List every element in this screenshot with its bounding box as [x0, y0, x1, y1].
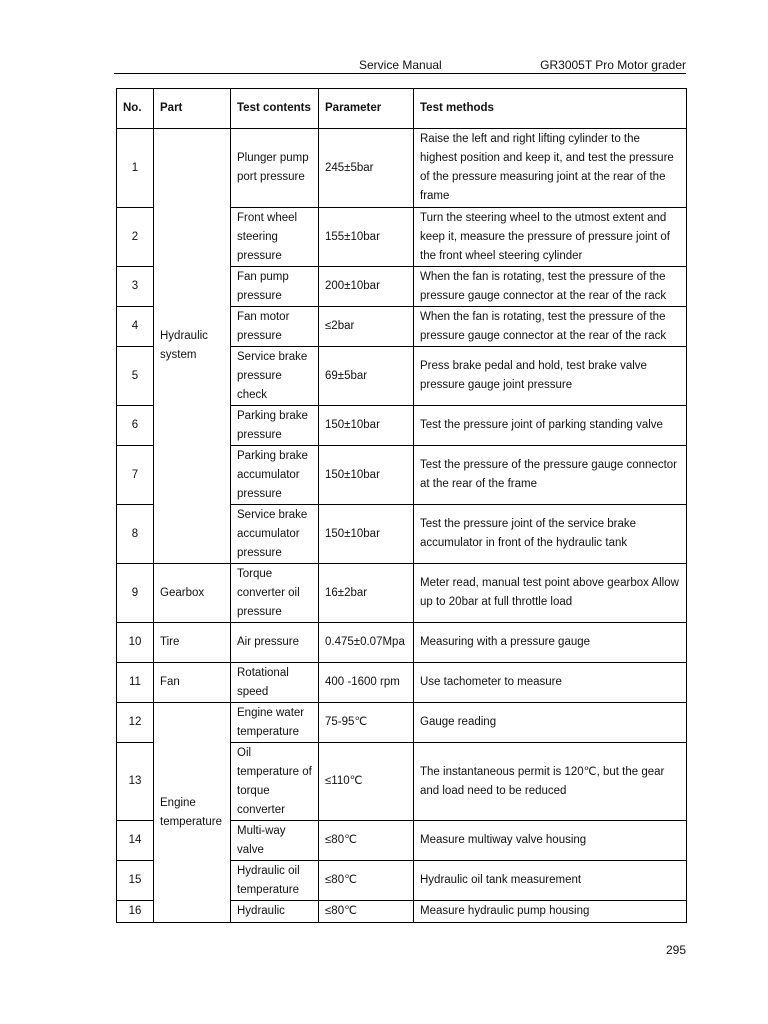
table-header-row [117, 89, 687, 129]
row-number: 10 [117, 623, 154, 663]
col-header-test-contents: Test contents [231, 89, 319, 129]
part-cell: Hydraulic system [154, 129, 231, 564]
test-content: Oil temperature of torque converter [231, 743, 319, 821]
parameter: 150±10bar [319, 406, 414, 446]
parameter: ≤2bar [319, 307, 414, 347]
test-content: Hydraulic [231, 901, 319, 923]
header-title: Service Manual [359, 58, 442, 72]
row-number: 8 [117, 505, 154, 564]
col-header-part: Part [154, 89, 231, 129]
page-header [114, 57, 686, 74]
test-content: Hydraulic oil temperature [231, 861, 319, 901]
parameter: ≤110℃ [319, 743, 414, 821]
parameter: 155±10bar [319, 208, 414, 267]
test-method: Measure hydraulic pump housing [414, 901, 687, 923]
test-content: Plunger pump port pressure [231, 129, 319, 208]
test-content: Fan motor pressure [231, 307, 319, 347]
test-content: Service brake pressure check [231, 347, 319, 406]
row-number: 12 [117, 703, 154, 743]
table-row [117, 703, 687, 743]
test-content: Torque converter oil pressure [231, 564, 319, 623]
test-method: Hydraulic oil tank measurement [414, 861, 687, 901]
test-method: Test the pressure joint of parking standing valve [414, 406, 687, 446]
row-number: 11 [117, 663, 154, 703]
part-cell: Gearbox [154, 564, 231, 623]
row-number: 5 [117, 347, 154, 406]
table-row [117, 663, 687, 703]
row-number: 4 [117, 307, 154, 347]
test-method: Test the pressure of the pressure gauge connector at the rear of the frame [414, 446, 687, 505]
test-content: Front wheel steering pressure [231, 208, 319, 267]
row-number: 13 [117, 743, 154, 821]
test-method: Use tachometer to measure [414, 663, 687, 703]
part-cell: Fan [154, 663, 231, 703]
table-row [117, 623, 687, 663]
test-method: Measuring with a pressure gauge [414, 623, 687, 663]
row-number: 6 [117, 406, 154, 446]
col-header-parameter: Parameter [319, 89, 414, 129]
part-cell: Tire [154, 623, 231, 663]
parameter: 150±10bar [319, 505, 414, 564]
page-number: 295 [665, 943, 686, 957]
parameter: ≤80℃ [319, 821, 414, 861]
header-model: GR3005T Pro Motor grader [540, 58, 686, 72]
test-content: Parking brake accumulator pressure [231, 446, 319, 505]
test-method: The instantaneous permit is 120℃, but the gear and load need to be reduced [414, 743, 687, 821]
table-row [117, 564, 687, 623]
row-number: 2 [117, 208, 154, 267]
row-number: 7 [117, 446, 154, 505]
test-method: Test the pressure joint of the service brake accumulator in front of the hydraulic tank [414, 505, 687, 564]
parameter: 75-95℃ [319, 703, 414, 743]
test-content: Rotational speed [231, 663, 319, 703]
test-method: Gauge reading [414, 703, 687, 743]
parameter: 245±5bar [319, 129, 414, 208]
test-method: Raise the left and right lifting cylinder to the highest position and keep it, and test the pressure of the pressure measuring joint at the rear of the frame [414, 129, 687, 208]
test-content: Engine water temperature [231, 703, 319, 743]
parameter: ≤80℃ [319, 861, 414, 901]
test-content: Air pressure [231, 623, 319, 663]
col-header-no: No. [117, 89, 154, 129]
test-content: Service brake accumulator pressure [231, 505, 319, 564]
parameter: ≤80℃ [319, 901, 414, 923]
row-number: 15 [117, 861, 154, 901]
test-method: Meter read, manual test point above gearbox Allow up to 20bar at full throttle load [414, 564, 687, 623]
parameter: 150±10bar [319, 446, 414, 505]
test-method: Measure multiway valve housing [414, 821, 687, 861]
row-number: 14 [117, 821, 154, 861]
row-number: 3 [117, 267, 154, 307]
table-row [117, 129, 687, 208]
test-method: When the fan is rotating, test the pressure of the pressure gauge connector at the rear of the rack [414, 267, 687, 307]
parameter: 400 -1600 rpm [319, 663, 414, 703]
test-content: Parking brake pressure [231, 406, 319, 446]
col-header-test-methods: Test methods [414, 89, 687, 129]
row-number: 16 [117, 901, 154, 923]
test-specification-table [116, 88, 687, 923]
row-number: 9 [117, 564, 154, 623]
test-method: Press brake pedal and hold, test brake valve pressure gauge joint pressure [414, 347, 687, 406]
test-content: Fan pump pressure [231, 267, 319, 307]
row-number: 1 [117, 129, 154, 208]
test-method: Turn the steering wheel to the utmost extent and keep it, measure the pressure of pressure joint of the front wheel steering cylinder [414, 208, 687, 267]
test-method: When the fan is rotating, test the pressure of the pressure gauge connector at the rear of the rack [414, 307, 687, 347]
test-content: Multi-way valve [231, 821, 319, 861]
parameter: 200±10bar [319, 267, 414, 307]
parameter: 0.475±0.07Mpa [319, 623, 414, 663]
parameter: 69±5bar [319, 347, 414, 406]
part-cell: Engine temperature [154, 703, 231, 923]
parameter: 16±2bar [319, 564, 414, 623]
